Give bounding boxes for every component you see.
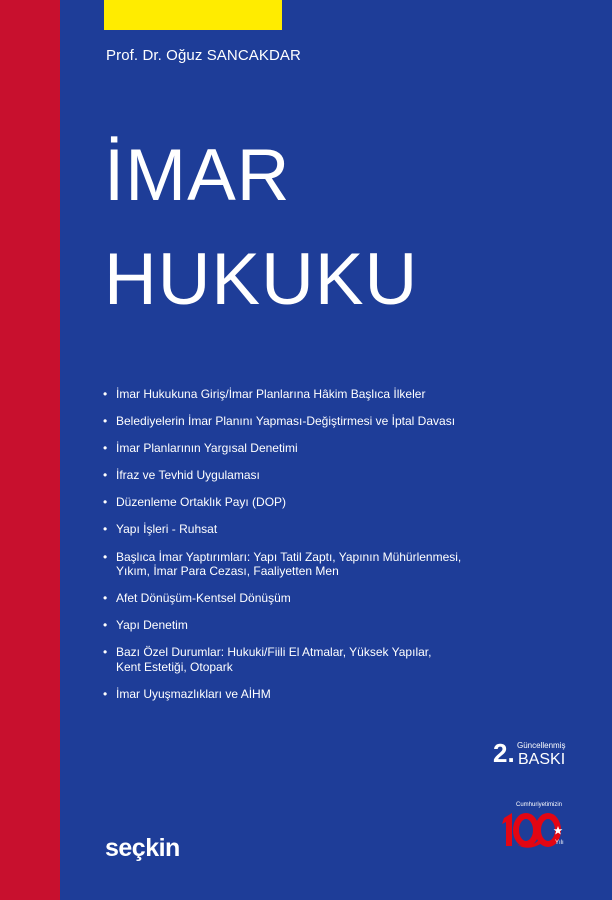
author-name: Prof. Dr. Oğuz SANCAKDAR [106,47,301,64]
centennial-100-logo [498,802,578,852]
bullet-icon: • [103,618,108,633]
topic-text: İfraz ve Tevhid Uygulaması [116,468,260,483]
bullet-icon: • [103,549,108,564]
bullet-icon: • [103,495,108,510]
topic-text: Yapı İşleri - Ruhsat [116,522,218,537]
topic-item [103,618,461,633]
bullet-icon: • [103,522,108,537]
topic-item [103,495,461,510]
topic-text: Yapı Denetim [116,618,188,633]
centennial-year-label: Yılı [555,840,564,846]
topic-text: Belediyelerin İmar Planını Yapması-Değiştirmesi ve İptal Davası [116,414,456,429]
bullet-icon: • [103,591,108,606]
topic-text: Bazı Özel Durumlar: Hukuki/Fiili El Atmalar, Yüksek Yapılar, Kent Estetiği, Otopark [116,645,432,674]
topic-item [103,387,461,402]
topic-text: Düzenleme Ortaklık Payı (DOP) [116,495,287,510]
bullet-icon: • [103,441,108,456]
book-title-line-1: İMAR [104,135,291,216]
bullet-icon: • [103,468,108,483]
topic-item [103,441,461,456]
edition-updated-label: Güncellenmiş [517,741,566,750]
topic-list [103,387,461,714]
topic-text: Başlıca İmar Yaptırımları: Yapı Tatil Zaptı, Yapının Mühürlenmesi, Yıkım, İmar Para Cezası, Faaliyetten Men [116,549,462,579]
topic-item [103,414,461,429]
topic-text: İmar Uyuşmazlıkları ve AİHM [116,686,271,701]
edition-number: 2. [493,738,515,768]
centennial-caption: Cumhuriyetimizin [516,802,563,808]
topic-item [103,687,461,702]
topic-item [103,645,461,674]
bullet-icon: • [103,387,108,401]
topic-item [103,522,461,537]
edition-label: BASKI [518,751,566,768]
book-title-line-2: HUKUKU [104,239,419,320]
publisher-logo: seçkin [105,834,180,862]
edition-badge [493,740,583,774]
topic-item [103,468,461,483]
bullet-icon: • [103,645,108,660]
topic-text: Afet Dönüşüm-Kentsel Dönüşüm [116,591,291,606]
accent-bar [104,0,282,30]
spine-stripe [0,0,60,900]
bullet-icon: • [103,414,108,429]
topic-item [103,591,461,606]
topic-item [103,550,461,579]
topic-text: İmar Planlarının Yargısal Denetimi [116,441,298,456]
bullet-icon: • [103,686,108,701]
topic-text: İmar Hukukuna Giriş/İmar Planlarına Hâkim Başlıca İlkeler [116,387,426,401]
